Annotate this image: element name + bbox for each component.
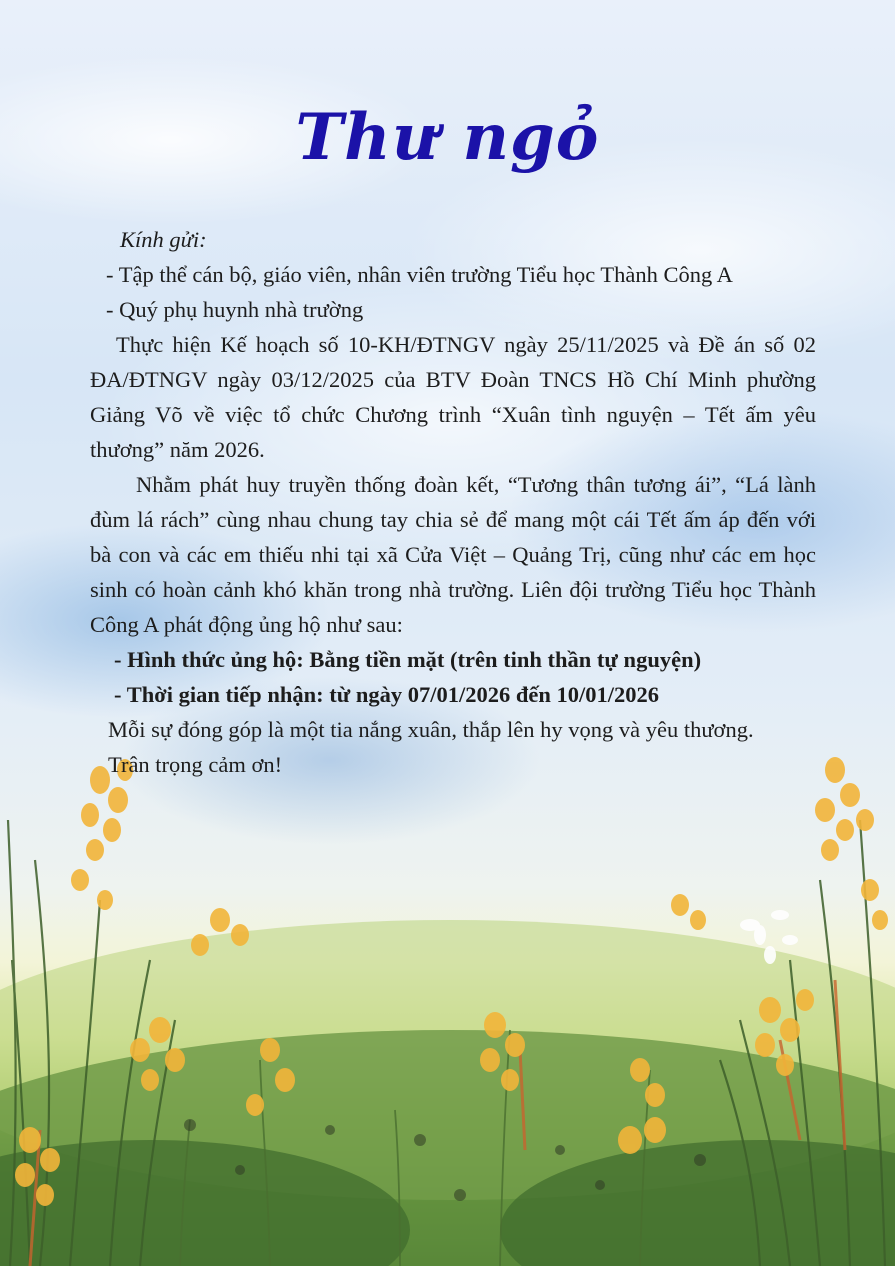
letter-body (90, 222, 816, 782)
closing-thanks: Trân trọng cảm ơn! (108, 752, 283, 777)
page-title: Thư ngỏ (295, 100, 600, 175)
paragraph-appeal: Nhằm phát huy truyền thống đoàn kết, “Tương thân tương ái”, “Lá lành đùm lá rách” cùng nhau chung tay chia sẻ để mang một cái Tết ấm áp đến với bà con và các em thiếu nhi tại xã Cửa Việt – Quảng Trị, cũng như các em học sinh có hoàn cảnh khó khăn trong nhà trường. Liên đội trường Tiểu học Thành Công A phát động ủng hộ như sau: (90, 472, 816, 637)
support-form-line: - Hình thức ủng hộ: Bằng tiền mặt (trên tinh thần tự nguyện) (114, 647, 702, 672)
greeting: Kính gửi: (120, 227, 207, 252)
recipient-staff: - Tập thể cán bộ, giáo viên, nhân viên trường Tiểu học Thành Công A (106, 262, 733, 287)
paragraph-plan: Thực hiện Kế hoạch số 10-KH/ĐTNGV ngày 25/11/2025 và Đề án số 02 ĐA/ĐTNGV ngày 03/12/2025 của BTV Đoàn TNCS Hồ Chí Minh phường Giảng Võ về việc tổ chức Chương trình “Xuân tình nguyện – Tết ấm yêu thương” năm 2026. (90, 332, 816, 462)
closing-message: Mỗi sự đóng góp là một tia nắng xuân, thắp lên hy vọng và yêu thương. (108, 717, 754, 742)
recipient-parents: - Quý phụ huynh nhà trường (106, 297, 364, 322)
receive-time-line: - Thời gian tiếp nhận: từ ngày 07/01/2026 đến 10/01/2026 (114, 682, 660, 707)
